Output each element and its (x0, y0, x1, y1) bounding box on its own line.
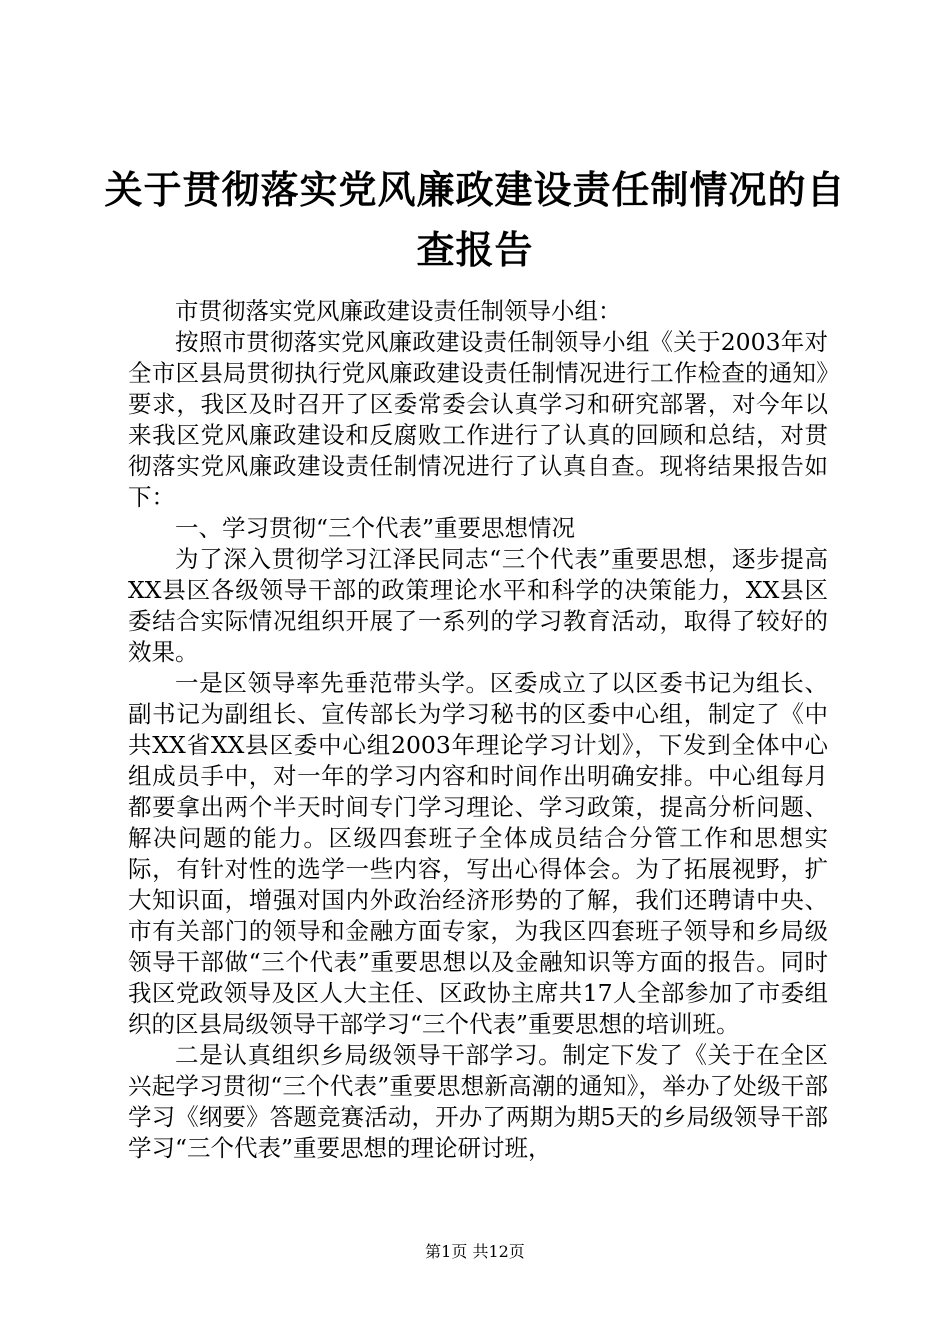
body-paragraph: 一是区领导率先垂范带头学。区委成立了以区委书记为组长、副书记为副组长、宣传部长为学习秘书的区委中心组，制定了《中共XX省XX县区委中心组2003年理论学习计划》，下发到全体中心组成员手中，对一年的学习内容和时间作出明确安排。中心组每月都要拿出两个半天时间专门学习理论、学习政策，提高分析问题、解决问题的能力。区级四套班子全体成员结合分管工作和思想实际，有针对性的选学一些内容，写出心得体会。为了拓展视野，扩大知识面，增强对国内外政治经济形势的了解，我们还聘请中央、市有关部门的领导和金融方面专家，为我区四套班子领导和乡局级领导干部做“三个代表”重要思想以及金融知识等方面的报告。同时我区党政领导及区人大主任、区政协主席共17人全部参加了市委组织的区县局级领导干部学习“三个代表”重要思想的培训班。 (128, 669, 828, 1038)
body-paragraph: 二是认真组织乡局级领导干部学习。制定下发了《关于在全区兴起学习贯彻“三个代表”重要思想新高潮的通知》，举办了处级干部学习《纲要》答题竞赛活动，开办了两期为期5天的乡局级领导干部学习“三个代表”重要思想的理论研讨班， (128, 1041, 828, 1162)
document-body (128, 296, 828, 1164)
body-paragraph: 为了深入贯彻学习江泽民同志“三个代表”重要思想，逐步提高XX县区各级领导干部的政策理论水平和科学的决策能力，XX县区委结合实际情况组织开展了一系列的学习教育活动，取得了较好的效果。 (128, 545, 828, 666)
section-heading: 一、学习贯彻“三个代表”重要思想情况 (175, 514, 576, 542)
page-footer: 第1页 共12页 (425, 1242, 525, 1261)
salutation-paragraph: 市贯彻落实党风廉政建设责任制领导小组： (175, 297, 622, 325)
body-paragraph: 按照市贯彻落实党风廉政建设责任制领导小组《关于2003年对全市区县局贯彻执行党风廉政建设责任制情况进行工作检查的通知》要求，我区及时召开了区委常委会认真学习和研究部署，对今年以来我区党风廉政建设和反腐败工作进行了认真的回顾和总结，对贯彻落实党风廉政建设责任制情况进行了认真自查。现将结果报告如下： (128, 328, 828, 511)
document-title: 关于贯彻落实党风廉政建设责任制情况的自查报告 (104, 167, 846, 272)
